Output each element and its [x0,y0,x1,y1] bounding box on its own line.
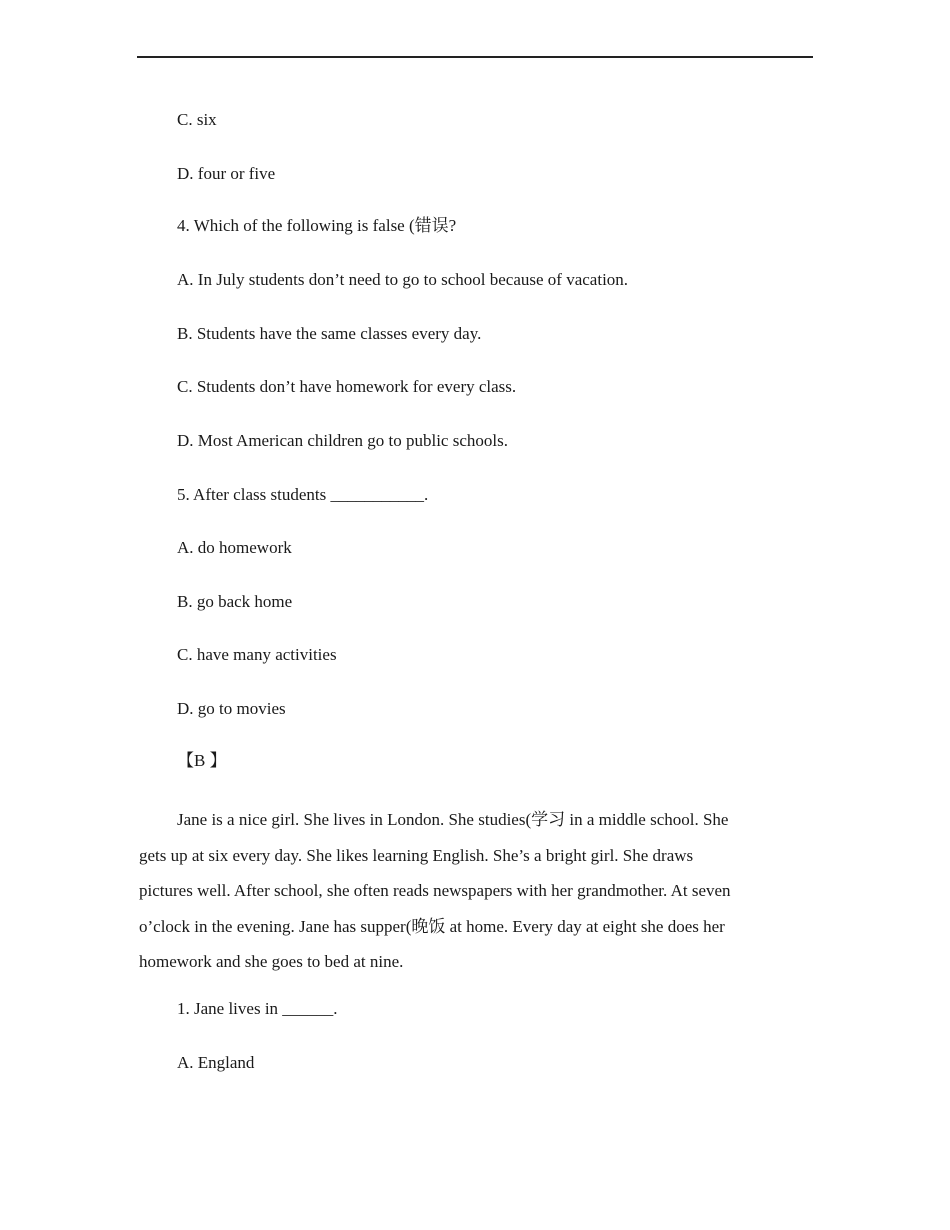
passage-line: pictures well. After school, she often reads newspapers with her grandmother. At seven [139,881,731,900]
q3-option-d: D. four or five [177,164,276,183]
q5-option-d: D. go to movies [177,699,286,718]
q4-option-c: C. Students don’t have homework for every class. [177,377,517,396]
q5-option-b: B. go back home [177,592,293,611]
q4-option-a: A. In July students don’t need to go to school because of vacation. [177,270,629,289]
q4-question: 4. Which of the following is false (错误? [177,216,457,235]
b-q1-option-a: A. England [177,1053,255,1072]
q5-question: 5. After class students ___________. [177,485,429,504]
passage-line: gets up at six every day. She likes learning English. She’s a bright girl. She draws [139,845,694,865]
passage-line: Jane is a nice girl. She lives in London. She studies(学习 in a middle school. She [177,810,729,829]
q5-option-a: A. do homework [177,538,292,557]
section-b-passage [139,802,799,980]
b-q1-question: 1. Jane lives in ______. [177,999,338,1018]
q5-option-c: C. have many activities [177,645,337,664]
q4-option-b: B. Students have the same classes every day. [177,324,482,343]
q4-option-d: D. Most American children go to public schools. [177,431,508,450]
passage-line: homework and she goes to bed at nine. [139,952,404,971]
section-b-heading: 【B 】 [177,751,227,770]
header-rule [137,56,813,58]
q3-option-c: C. six [177,110,217,129]
passage-line: o’clock in the evening. Jane has supper(晚饭 at home. Every day at eight she does her [139,916,725,936]
